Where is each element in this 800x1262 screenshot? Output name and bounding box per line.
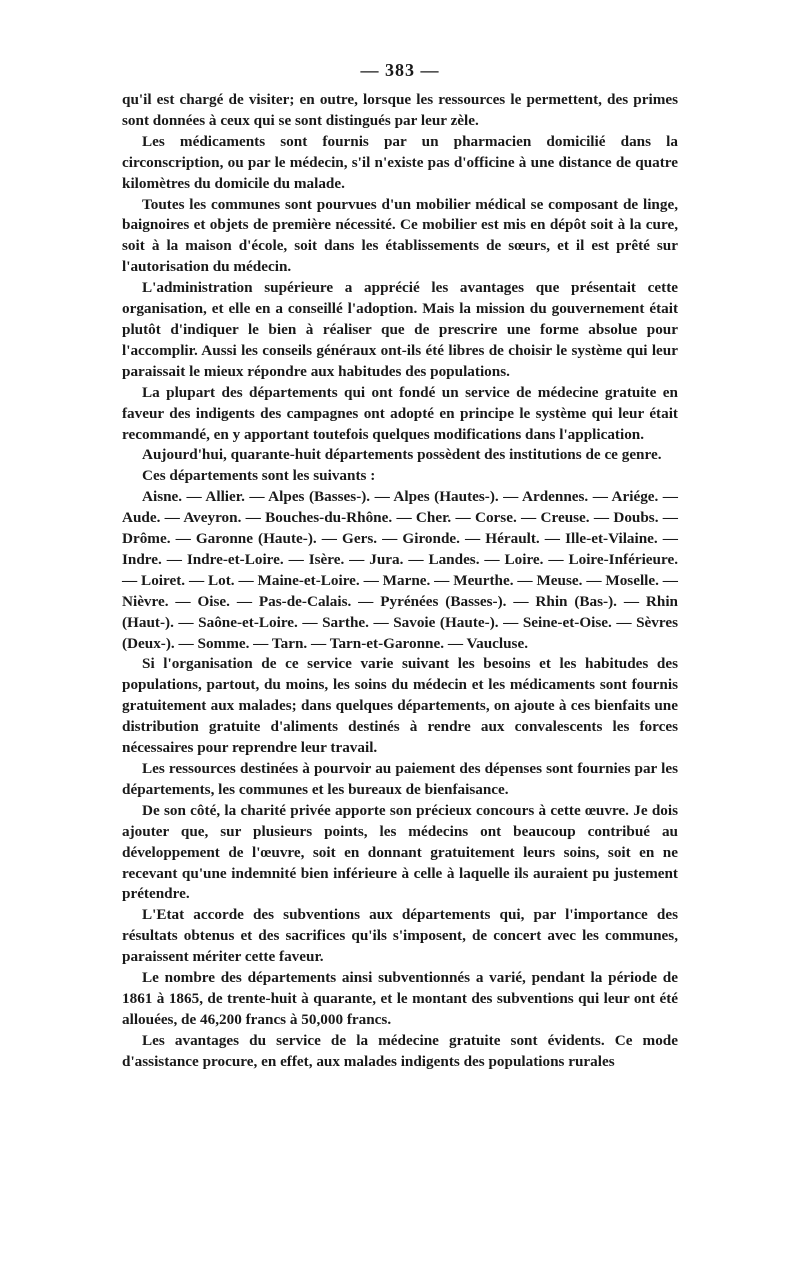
body-text <box>122 90 678 1073</box>
paragraph-continuation: qu'il est chargé de visiter; en outre, lorsque les ressources le permettent, des primes sont données à ceux qui se sont distingués par leur zèle. <box>122 91 678 129</box>
paragraph-plupart: La plupart des départements qui ont fondé un service de médecine gratuite en faveur des indigents des campagnes ont adopté en principe le système qui leur était recommandé, en y apportant toutefois quelques modifications dans l'application. <box>122 383 678 443</box>
paragraph-administration: L'administration supérieure a apprécié les avantages que présentait cette organisation, et elle en a conseillé l'adoption. Mais la mission du gouvernement était plutôt d'indiquer le bien à réaliser que de prescrire une forme absolue pour l'accomplir. Aussi les conseils généraux ont-ils été libres de choisir le système qui leur paraissait le mieux répondre aux habitudes des populations. <box>122 279 678 380</box>
paragraph-charite: De son côté, la charité privée apporte son précieux concours à cette œuvre. Je dois ajouter que, sur plusieurs points, les médecins ont beaucoup contribué au développement de l'œuvre, soit en donnant gratuitement leurs soins, soit en ne recevant qu'une indemnité bien inférieure à celle à laquelle ils auraient pu justement prétendre. <box>122 801 678 903</box>
department-list: Aisne. — Allier. — Alpes (Basses-). — Alpes (Hautes-). — Ardennes. — Ariége. — Aude. — Aveyron. — Bouches-du-Rhône. — Cher. — Corse. — Creuse. — Doubs. — Drôme. — Garonne (Haute-). — Gers. — Gironde. — Hérault. — Ille-et-Vilaine. — Indre. — Indre-et-Loire. — Isère. — Jura. — Landes. — Loire. — Loire-Inférieure. — Loiret. — Lot. — Maine-et-Loire. — Marne. — Meurthe. — Meuse. — Moselle. — Nièvre. — Oise. — Pas-de-Calais. — Pyrénées (Basses-). — Rhin (Bas-). — Rhin (Haut-). — Saône-et-Loire. — Sarthe. — Savoie (Haute-). — Seine-et-Oise. — Sèvres (Deux-). — Somme. — Tarn. — Tarn-et-Garonne. — Vaucluse. <box>122 488 678 652</box>
paragraph-nombre: Le nombre des départements ainsi subventionnés a varié, pendant la période de 1861 à 1865, de trente-huit à quarante, et le montant des subventions qui leur ont été allouées, de 46,200 francs à 50,000 francs. <box>122 969 678 1028</box>
paragraph-etat: L'Etat accorde des subventions aux départements qui, par l'importance des résultats obtenus et des sacrifices qu'ils s'imposent, de concert avec les communes, paraissent mériter cette faveur. <box>122 906 678 966</box>
paragraph-aujourdhui: Aujourd'hui, quarante-huit départements possèdent des institutions de ce genre. <box>142 446 662 464</box>
paragraph-ressources: Les ressources destinées à pourvoir au paiement des dépenses sont fournies par les départements, les communes et les bureaux de bienfaisance. <box>122 760 678 798</box>
paragraph-avantages: Les avantages du service de la médecine gratuite sont évidents. Ce mode d'assistance procure, en effet, aux malades indigents des populations rurales <box>122 1031 678 1070</box>
paragraph-organisation: Si l'organisation de ce service varie suivant les besoins et les habitudes des populations, partout, du moins, les soins du médecin et les médicaments sont fournis gratuitement aux malades; dans quelques départements, on ajoute à ces bienfaits une distribution gratuite d'aliments destinés à rendre aux convalescents les forces nécessaires pour reprendre leur travail. <box>122 655 678 757</box>
paragraph-medicaments: Les médicaments sont fournis par un pharmacien domicilié dans la circonscription, ou par le médecin, s'il n'existe pas d'officine à une distance de quatre kilomètres du domicile du malade. <box>122 132 678 192</box>
paragraph-mobilier: Toutes les communes sont pourvues d'un mobilier médical se composant de linge, baignoires et objets de première nécessité. Ce mobilier est mis en dépôt soit à la cure, soit à la maison d'école, soit dans les établissements de sœurs, et il est prêté sur l'autorisation du médecin. <box>122 195 678 276</box>
page-number: — 383 — <box>360 60 440 80</box>
paragraph-list-intro: Ces départements sont les suivants : <box>142 467 376 485</box>
